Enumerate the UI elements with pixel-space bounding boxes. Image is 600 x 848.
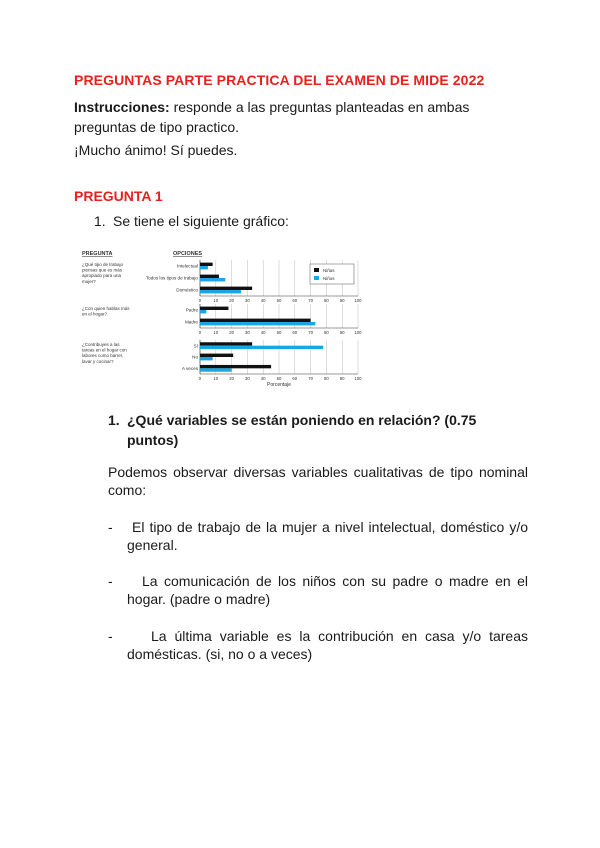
chart-tick-label: 60 <box>292 298 298 303</box>
chart-tick-label: 20 <box>229 376 234 381</box>
chart-tick-label: 100 <box>354 330 362 335</box>
bullet-dash: - <box>108 519 113 535</box>
chart-tick-label: 20 <box>229 298 234 303</box>
chart-header-options: OPCIONES <box>173 251 203 257</box>
instructions-text: responde a las preguntas planteadas en ambas preguntas de tipo practico. <box>74 99 470 135</box>
chart-question-label: ¿Qué tipo de trabajo <box>82 262 124 267</box>
chart-tick-label: 40 <box>260 330 266 335</box>
chart-tick-label: 50 <box>276 330 282 335</box>
chart-bar <box>200 275 219 278</box>
chart-tick-label: 90 <box>339 298 345 303</box>
chart-header-question: PREGUNTA <box>82 251 113 257</box>
bullet-dash: - <box>108 628 113 644</box>
bullet-text: La última variable es la contribución en casa y/o tareas domésticas. (si, no o a veces) <box>127 628 528 662</box>
chart-legend-box <box>310 264 354 284</box>
chart-legend-swatch <box>314 268 319 272</box>
chart-bar <box>200 319 311 322</box>
chart-question-label: ¿Contribuyes a las <box>82 342 120 347</box>
chart-tick-label: 50 <box>276 376 282 381</box>
chart-tick-label: 60 <box>292 330 298 335</box>
chart-category-label: No <box>192 354 198 360</box>
chart-tick-label: 0 <box>198 298 202 303</box>
chart-bar <box>200 290 241 293</box>
chart-question-label: en el hogar? <box>82 311 108 317</box>
chart-bar <box>200 278 225 281</box>
chart-bar <box>200 310 206 313</box>
chart-tick-label: 100 <box>354 298 362 303</box>
document-title: PREGUNTAS PARTE PRACTICA DEL EXAMEN DE MIDE 2022 <box>74 72 485 88</box>
item-text: Se tiene el siguiente gráfico: <box>113 213 289 229</box>
chart-tick-label: 90 <box>339 330 345 335</box>
chart-bar <box>200 307 228 310</box>
chart-tick-label: 30 <box>245 298 250 303</box>
chart-question-label: piensas que es más <box>82 267 123 273</box>
chart-question-label: ¿Con quien hablas más <box>82 306 130 311</box>
chart-question-label: tareas en el hogar con <box>82 347 127 353</box>
chart-bar <box>200 342 252 345</box>
chart-legend-swatch <box>314 276 319 280</box>
chart-bar <box>200 354 233 357</box>
chart-category-label: Madre <box>184 319 198 325</box>
bullet-text: La comunicación de los niños con su padre o madre en el hogar. (padre o madre) <box>127 573 528 607</box>
chart-tick-label: 60 <box>292 376 298 381</box>
chart-bar <box>200 287 252 290</box>
chart-tick-label: 0 <box>198 330 202 335</box>
chart-tick-label: 20 <box>229 330 234 335</box>
chart-tick-label: 80 <box>324 376 329 381</box>
list-item <box>94 213 289 229</box>
instructions <box>74 97 514 137</box>
bullet-text: El tipo de trabajo de la mujer a nivel intelectual, doméstico y/o general. <box>127 519 528 553</box>
item-number: 1. <box>94 213 106 229</box>
chart-tick-label: 70 <box>308 330 313 335</box>
bullet-item <box>108 518 528 554</box>
chart-tick-label: 10 <box>213 330 219 335</box>
chart-category-label: Sí <box>193 343 198 349</box>
chart-tick-label: 30 <box>245 330 250 335</box>
bullet-item <box>108 627 528 663</box>
chart-tick-label: 10 <box>213 298 219 303</box>
chart-tick-label: 30 <box>245 376 250 381</box>
encouragement-text: ¡Mucho ánimo! Sí puedes. <box>74 142 238 158</box>
chart-bar <box>200 346 323 349</box>
chart-category-label: A veces <box>181 365 198 371</box>
chart-question-label: lavar y cocinar? <box>82 358 114 364</box>
chart-tick-label: 10 <box>213 376 219 381</box>
chart-x-axis-title: Porcentaje <box>267 382 291 388</box>
chart-bar <box>200 368 232 371</box>
subquestion-text: ¿Qué variables se están poniendo en relación? (0.75 puntos) <box>127 412 477 448</box>
chart-bar <box>200 263 213 266</box>
chart-bar <box>200 322 315 325</box>
bullet-dash: - <box>108 573 113 589</box>
chart-category-label: Doméstico <box>176 287 198 293</box>
chart-question-label: mujer? <box>82 278 96 284</box>
chart-tick-label: 50 <box>276 298 282 303</box>
chart-tick-label: 40 <box>260 376 266 381</box>
chart-question-label: apropiado para una <box>82 273 122 279</box>
chart-tick-label: 40 <box>260 298 266 303</box>
answer-intro: Podemos observar diversas variables cualitativas de tipo nominal como: <box>108 464 528 498</box>
chart-tick-label: 80 <box>324 330 329 335</box>
question-heading: PREGUNTA 1 <box>74 188 163 204</box>
chart-tick-label: 0 <box>198 376 202 381</box>
chart-bar <box>200 357 213 360</box>
chart-category-label: Intelectual <box>177 263 198 269</box>
instructions-label: Instrucciones: <box>74 99 170 115</box>
chart-bar <box>200 266 208 269</box>
chart-legend-label: Niños <box>323 276 335 281</box>
chart-tick-label: 80 <box>324 298 329 303</box>
chart-legend-label: Niñas <box>323 268 335 273</box>
chart-tick-label: 90 <box>339 376 345 381</box>
chart-svg <box>80 246 370 391</box>
chart-tick-label: 100 <box>354 376 362 381</box>
chart-question-label: labores como barrer, <box>82 353 124 359</box>
subquestion-number: 1. <box>108 412 120 428</box>
chart-category-label: Padre <box>185 307 198 313</box>
subquestion <box>108 410 508 450</box>
chart-tick-label: 70 <box>308 298 313 303</box>
bullet-item <box>108 572 528 608</box>
chart-bar <box>200 365 271 368</box>
chart-category-label: Todos los tipos de trabajo <box>145 275 198 281</box>
bar-chart <box>80 246 370 391</box>
chart-tick-label: 70 <box>308 376 313 381</box>
